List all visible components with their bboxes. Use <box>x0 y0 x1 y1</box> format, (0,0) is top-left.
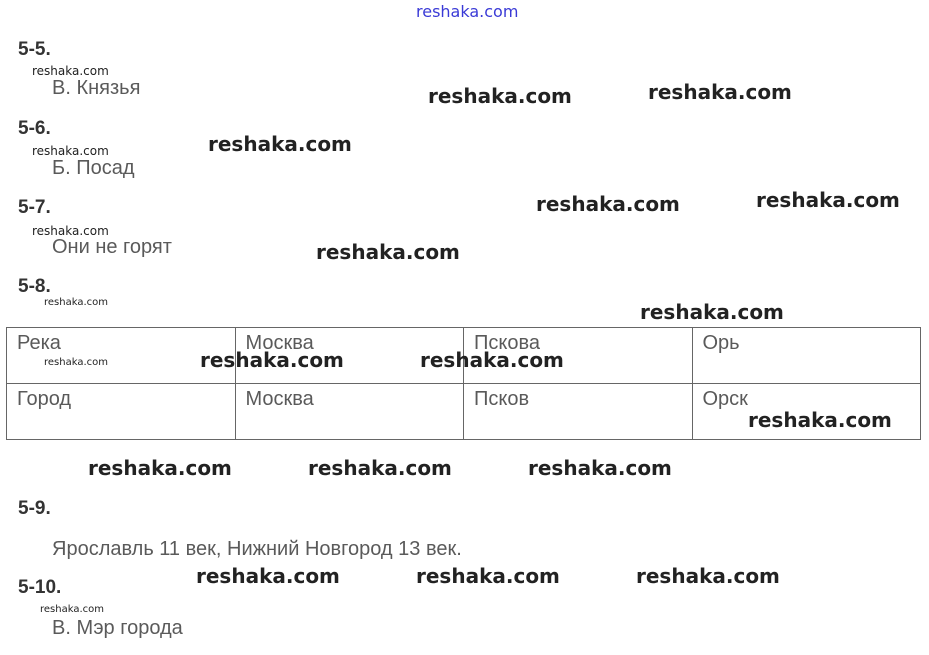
watermark: reshaka.com <box>208 132 352 156</box>
watermark: reshaka.com <box>636 564 780 588</box>
answer-5-5: В. Князья <box>52 77 141 99</box>
watermark: reshaka.com <box>32 144 109 158</box>
section-number-5-6: 5-6. <box>18 118 51 139</box>
watermark: reshaka.com <box>88 456 232 480</box>
watermark: reshaka.com <box>44 357 108 368</box>
watermark: reshaka.com <box>416 564 560 588</box>
section-number-5-10: 5-10. <box>18 577 62 598</box>
section-number-5-5: 5-5. <box>18 39 51 60</box>
watermark: reshaka.com <box>648 80 792 104</box>
table-cell: Москва <box>235 328 464 384</box>
table-cell: Пскова <box>464 328 693 384</box>
watermark: reshaka.com <box>196 564 340 588</box>
watermark: reshaka.com <box>528 456 672 480</box>
watermark: reshaka.com <box>32 64 109 78</box>
answer-5-6: Б. Посад <box>52 157 135 179</box>
watermark: reshaka.com <box>308 456 452 480</box>
site-header-watermark: reshaka.com <box>416 2 519 21</box>
section-number-5-8: 5-8. <box>18 276 51 297</box>
watermark: reshaka.com <box>756 188 900 212</box>
table-cell: Река <box>7 328 236 384</box>
watermark: reshaka.com <box>44 297 108 308</box>
table-cell: Город <box>7 384 236 440</box>
table-cell: Орск <box>692 384 921 440</box>
section-number-5-9: 5-9. <box>18 498 51 519</box>
table-cell: Псков <box>464 384 693 440</box>
watermark: reshaka.com <box>40 604 104 615</box>
watermark: reshaka.com <box>420 348 564 372</box>
table-cell: Орь <box>692 328 921 384</box>
watermark: reshaka.com <box>640 300 784 324</box>
watermark: reshaka.com <box>748 408 892 432</box>
answer-5-9: Ярославль 11 век, Нижний Новгород 13 век. <box>52 538 462 560</box>
watermark: reshaka.com <box>316 240 460 264</box>
watermark: reshaka.com <box>32 224 109 238</box>
section-number-5-7: 5-7. <box>18 197 51 218</box>
answer-5-10: В. Мэр города <box>52 617 183 639</box>
answer-5-7: Они не горят <box>52 236 172 258</box>
watermark: reshaka.com <box>200 348 344 372</box>
watermark: reshaka.com <box>428 84 572 108</box>
table-cell: Москва <box>235 384 464 440</box>
watermark: reshaka.com <box>536 192 680 216</box>
